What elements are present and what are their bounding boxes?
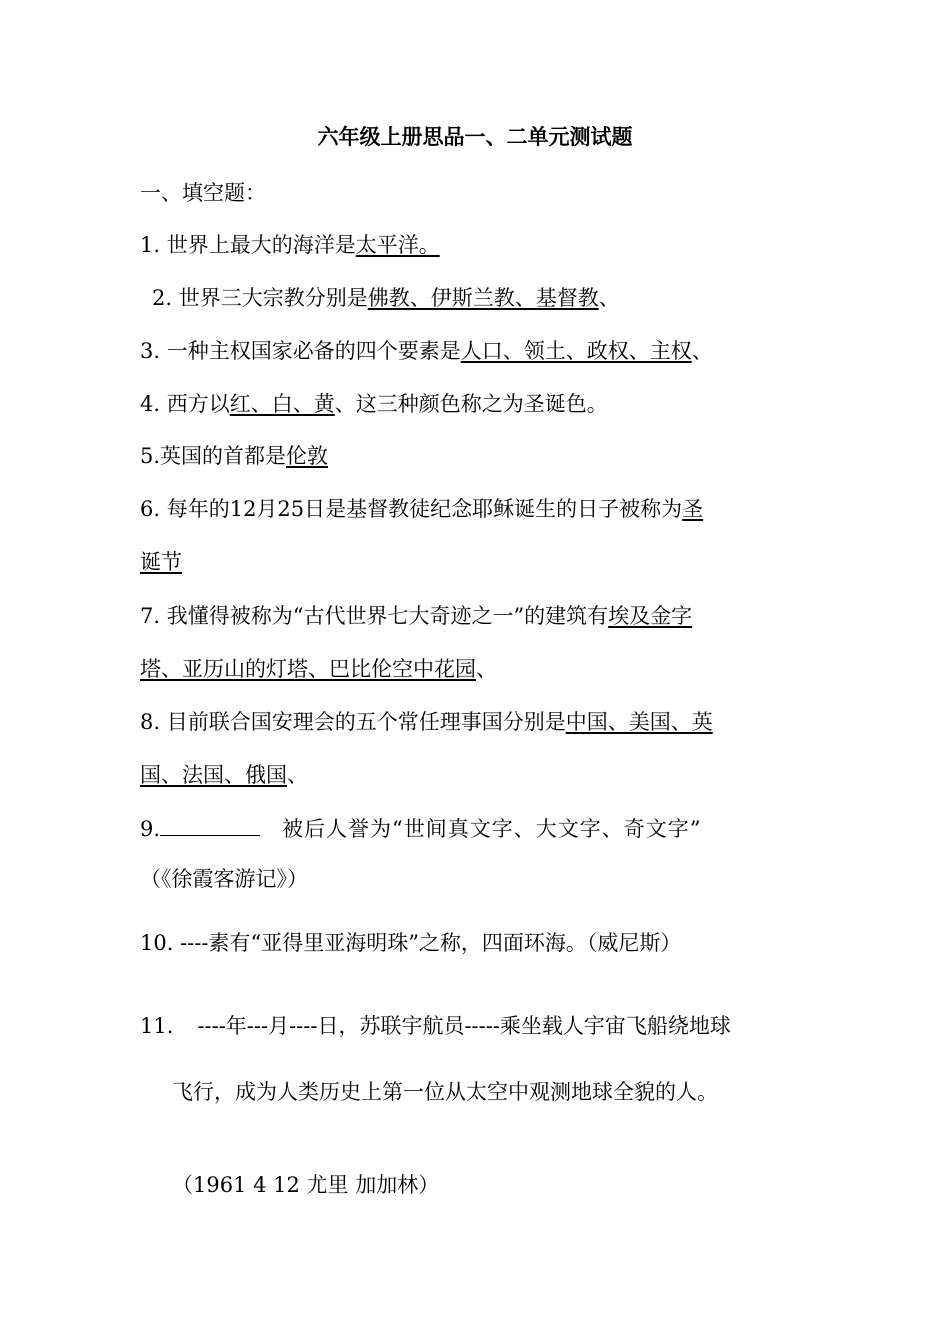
question-11-continuation: 飞行，成为人类历史上第一位从太空中观测地球全貌的人。: [172, 1080, 718, 1104]
question-9-blank: [160, 813, 260, 836]
question-8-suffix: 、: [287, 763, 308, 787]
question-4: [140, 389, 608, 419]
question-6-continuation: [140, 547, 182, 577]
question-11-text: ----年---月----日，苏联宇航员-----乘坐载人宇宙飞船绕地球: [197, 1014, 731, 1038]
question-4-answer: 红、白、黄: [229, 392, 335, 416]
question-7-suffix: 、: [476, 657, 497, 681]
question-6-answer-cont: 诞节: [140, 550, 182, 574]
question-8-answer-cont: 国、法国、俄国: [140, 763, 287, 787]
question-6: [140, 494, 703, 524]
question-2: [152, 283, 620, 313]
question-3-answer: 人口、领土、政权、主权: [460, 339, 692, 363]
question-6-text: 6. 每年的12月25日是基督教徒纪念耶稣诞生的日子被称为: [140, 497, 683, 521]
question-8-continuation: [140, 760, 308, 790]
question-8-text: 8. 目前联合国安理会的五个常任理事国分别是: [140, 710, 566, 734]
question-5-text: 5.英国的首都是: [140, 444, 287, 468]
question-9-text: 被后人誉为“世间真文字、大文字、奇文字”: [282, 817, 702, 841]
question-9: [140, 813, 702, 844]
question-1-text: 1. 世界上最大的海洋是: [140, 233, 356, 257]
question-7-answer: 埃及金字: [608, 604, 693, 628]
question-2-suffix: 、: [598, 286, 620, 310]
question-1: [140, 230, 440, 260]
question-3: [140, 336, 713, 366]
question-6-answer: 圣: [682, 497, 704, 521]
question-4-text: 4. 西方以: [140, 392, 230, 416]
question-7-continuation: [140, 654, 497, 684]
question-2-answer: 佛教、伊斯兰教、基督教: [367, 286, 599, 310]
question-8: [140, 707, 713, 737]
question-3-suffix: 、: [691, 339, 713, 363]
question-3-text: 3. 一种主权国家必备的四个要素是: [140, 339, 461, 363]
question-10: 10. ----素有“亚得里亚海明珠”之称，四面环海。（威尼斯）: [140, 931, 682, 955]
question-11-number: 11.: [140, 1014, 174, 1038]
question-5: [140, 441, 328, 471]
question-11-answer: （1961 4 12 尤里 加加林）: [172, 1173, 440, 1197]
page-title: 六年级上册思品一、二单元测试题: [317, 124, 633, 149]
question-7-answer-cont: 塔、亚历山的灯塔、巴比伦空中花园: [140, 657, 476, 681]
question-4-suffix: 、这三种颜色称之为圣诞色。: [334, 392, 608, 416]
question-1-answer: 太平洋。: [355, 233, 440, 257]
question-7-text: 7. 我懂得被称为“古代世界七大奇迹之一”的建筑有: [140, 604, 609, 628]
question-9-number: 9.: [140, 817, 161, 841]
question-8-answer: 中国、美国、英: [565, 710, 713, 734]
question-5-answer: 伦敦: [286, 444, 329, 468]
question-7: [140, 601, 692, 631]
question-9-answer: （《徐霞客游记》）: [140, 867, 308, 891]
question-2-text: 2. 世界三大宗教分别是: [152, 286, 368, 310]
section-heading: 一、填空题：: [140, 181, 266, 205]
question-11: [140, 1011, 731, 1041]
